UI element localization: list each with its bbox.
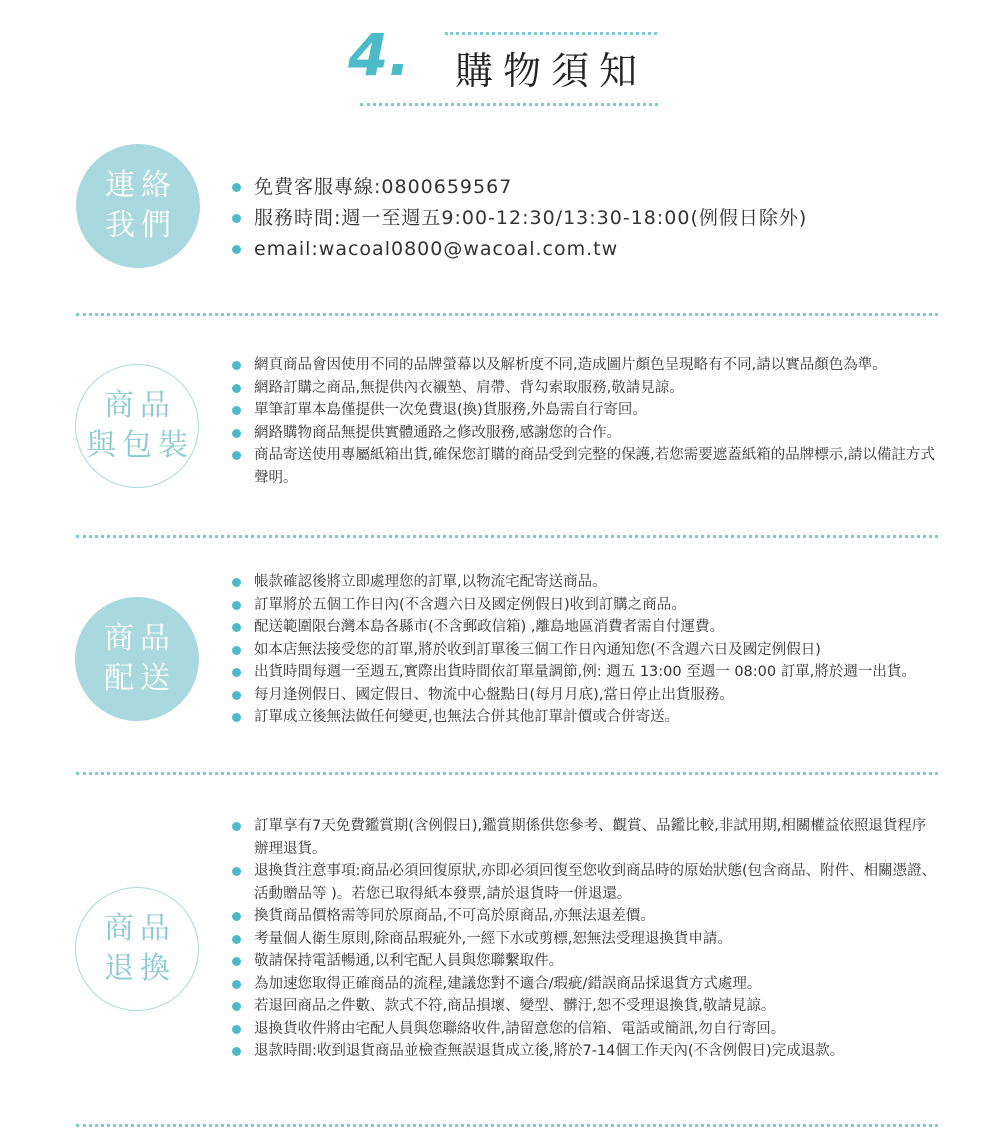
list-item: 單筆訂單本島僅提供一次免費退(換)貨服務,外島需自行寄回。: [232, 399, 938, 422]
delivery-badge: [75, 597, 199, 721]
list-item: 訂單將於五個工作日內(不含週六日及國定例假日)收到訂購之商品。: [232, 594, 922, 617]
delivery-list: [232, 571, 922, 729]
product-packaging-list: [232, 354, 938, 489]
list-item: 退換貨注意事項:商品必須回復原狀,亦即必須回復至您收到商品時的原始狀態(包含商品、附件、相關憑證、活動贈品等 )。若您已取得紙本發票,請於退貨時一併退還。: [232, 860, 940, 905]
returns-badge: [75, 887, 199, 1011]
list-item: 如本店無法接受您的訂單,將於收到訂單後三個工作日內通知您(不含週六日及國定例假日): [232, 639, 922, 662]
list-item: 為加速您取得正確商品的流程,建議您對不適合/瑕疵/錯誤商品採退貨方式處理。: [232, 973, 940, 996]
list-item: 配送範圍限台灣本島各縣市(不含郵政信箱) ,離島地區消費者需自付運費。: [232, 616, 922, 639]
badge-line: 商品: [104, 388, 176, 423]
section-divider: [76, 313, 938, 316]
list-item: 每月逢例假日、國定假日、物流中心盤點日(每月月底),當日停止出貨服務。: [232, 684, 922, 707]
badge-line: 商品: [104, 911, 176, 946]
title-dotted-line-bottom: [360, 103, 658, 106]
list-item: 考量個人衛生原則,除商品瑕疵外,一經下水或剪標,恕無法受理退換貨申請。: [232, 928, 940, 951]
list-item: 退換貨收件將由宅配人員與您聯絡收件,請留意您的信箱、電話或簡訊,勿自行寄回。: [232, 1018, 940, 1041]
section-number: 4.: [348, 21, 411, 89]
contact-item: 免費客服專線:0800659567: [232, 172, 932, 203]
returns-list: [232, 815, 940, 1063]
list-item: 商品寄送使用專屬紙箱出貨,確保您訂購的商品受到完整的保護,若您需要遮蓋紙箱的品牌標示,請以備註方式聲明。: [232, 444, 938, 489]
section-divider: [76, 1124, 938, 1127]
badge-line: 配送: [104, 661, 176, 696]
badge-line: 退換: [104, 951, 176, 986]
contact-item: 服務時間:週一至週五9:00-12:30/13:30-18:00(例假日除外): [232, 203, 932, 234]
badge-line: 商品: [104, 621, 176, 656]
list-item: 帳款確認後將立即處理您的訂單,以物流宅配寄送商品。: [232, 571, 922, 594]
list-item: 訂單享有7天免費鑑賞期(含例假日),鑑賞期係供您參考、觀賞、品鑑比較,非試用期,相關權益依照退貨程序辦理退貨。: [232, 815, 940, 860]
contact-item: email:wacoal0800@wacoal.com.tw: [232, 234, 932, 265]
section-divider: [76, 772, 938, 775]
list-item: 敬請保持電話暢通,以利宅配人員與您聯繫取件。: [232, 950, 940, 973]
list-item: 網頁商品會因使用不同的品牌螢幕以及解析度不同,造成圖片顏色呈現略有不同,請以實品顏色為準。: [232, 354, 938, 377]
list-item: 網路訂購之商品,無提供內衣襯墊、肩帶、背勾索取服務,敬請見諒。: [232, 377, 938, 400]
contact-list: [232, 172, 932, 265]
list-item: 換貨商品價格需等同於原商品,不可高於原商品,亦無法退差價。: [232, 905, 940, 928]
badge-line: 我們: [105, 208, 177, 243]
badge-line: 連絡: [105, 168, 177, 203]
list-item: 出貨時間每週一至週五,實際出貨時間依訂單量調節,例: 週五 13:00 至週一 08:00 訂單,將於週一出貨。: [232, 661, 922, 684]
product-packaging-badge: [75, 364, 199, 488]
list-item: 若退回商品之件數、款式不符,商品損壞、變型、髒汙,恕不受理退換貨,敬請見諒。: [232, 995, 940, 1018]
section-divider: [76, 535, 938, 538]
contact-badge: [76, 144, 200, 268]
list-item: 網路購物商品無提供實體通路之修改服務,感謝您的合作。: [232, 422, 938, 445]
page-title: 購物須知: [455, 49, 648, 93]
list-item: 退款時間:收到退貨商品並檢查無誤退貨成立後,將於7-14個工作天內(不含例假日)完成退款。: [232, 1040, 940, 1063]
list-item: 訂單成立後無法做任何變更,也無法合併其他訂單計價或合併寄送。: [232, 706, 922, 729]
title-dotted-line-top: [445, 32, 657, 35]
badge-line: 與包裝: [86, 428, 194, 463]
